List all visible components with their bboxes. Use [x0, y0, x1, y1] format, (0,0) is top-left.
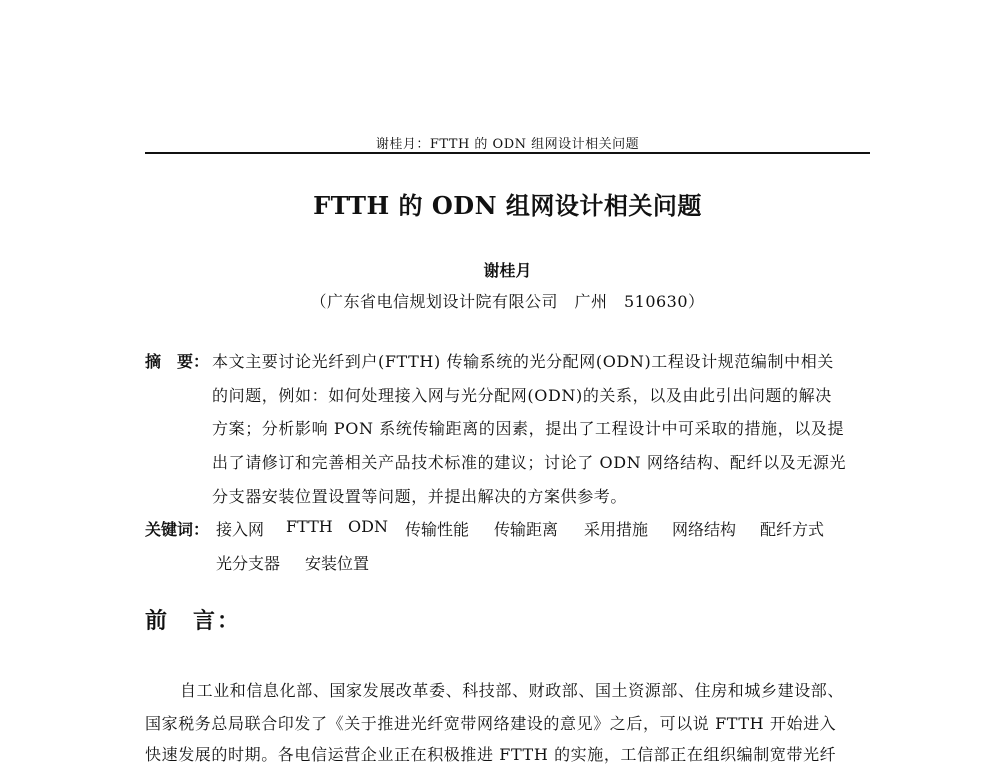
- keywords-label: 关键词：: [145, 520, 210, 539]
- keyword: 安装位置: [305, 554, 370, 573]
- header-rule: [145, 152, 870, 154]
- keyword: 传输性能: [405, 520, 470, 539]
- paper-title: FTTH 的 ODN 组网设计相关问题: [313, 191, 702, 220]
- keyword: ODN: [348, 517, 388, 536]
- body-paragraph-line: 自工业和信息化部、国家发展改革委、科技部、财政部、国土资源部、住房和城乡建设部、: [180, 681, 845, 700]
- abstract-label: 摘 要：: [145, 352, 210, 371]
- keyword: 传输距离: [494, 520, 559, 539]
- keyword: 光分支器: [216, 554, 281, 573]
- abstract-line: 方案；分析影响 PON 系统传输距离的因素，提出了工程设计中可采取的措施，以及提: [212, 419, 845, 438]
- author-affiliation: （广东省电信规划设计院有限公司 广州 510630）: [310, 292, 705, 311]
- keyword: 采用措施: [584, 520, 649, 539]
- author-name: 谢桂月: [483, 261, 532, 280]
- abstract-line: 出了请修订和完善相关产品技术标准的建议；讨论了 ODN 网络结构、配纤以及无源光: [212, 453, 847, 472]
- keyword: 网络结构: [672, 520, 737, 539]
- section-heading: 前 言：: [145, 608, 242, 634]
- keyword: 接入网: [216, 520, 265, 539]
- body-paragraph-line: 国家税务总局联合印发了《关于推进光纤宽带网络建设的意见》之后，可以说 FTTH 开始进入: [145, 714, 837, 733]
- body-paragraph-line: 快速发展的时期。各电信运营企业正在积极推进 FTTH 的实施，工信部正在组织编制宽带光纤: [145, 745, 837, 764]
- keyword: 配纤方式: [760, 520, 825, 539]
- abstract-line: 的问题，例如：如何处理接入网与光分配网(ODN)的关系，以及由此引出问题的解决: [212, 386, 832, 405]
- running-header: 谢桂月：FTTH 的 ODN 组网设计相关问题: [375, 137, 640, 152]
- abstract-line: 本文主要讨论光纤到户(FTTH) 传输系统的光分配网(ODN)工程设计规范编制中相关: [212, 352, 834, 371]
- keyword: FTTH: [286, 517, 333, 536]
- abstract-line: 分支器安装位置设置等问题，并提出解决的方案供参考。: [212, 487, 628, 506]
